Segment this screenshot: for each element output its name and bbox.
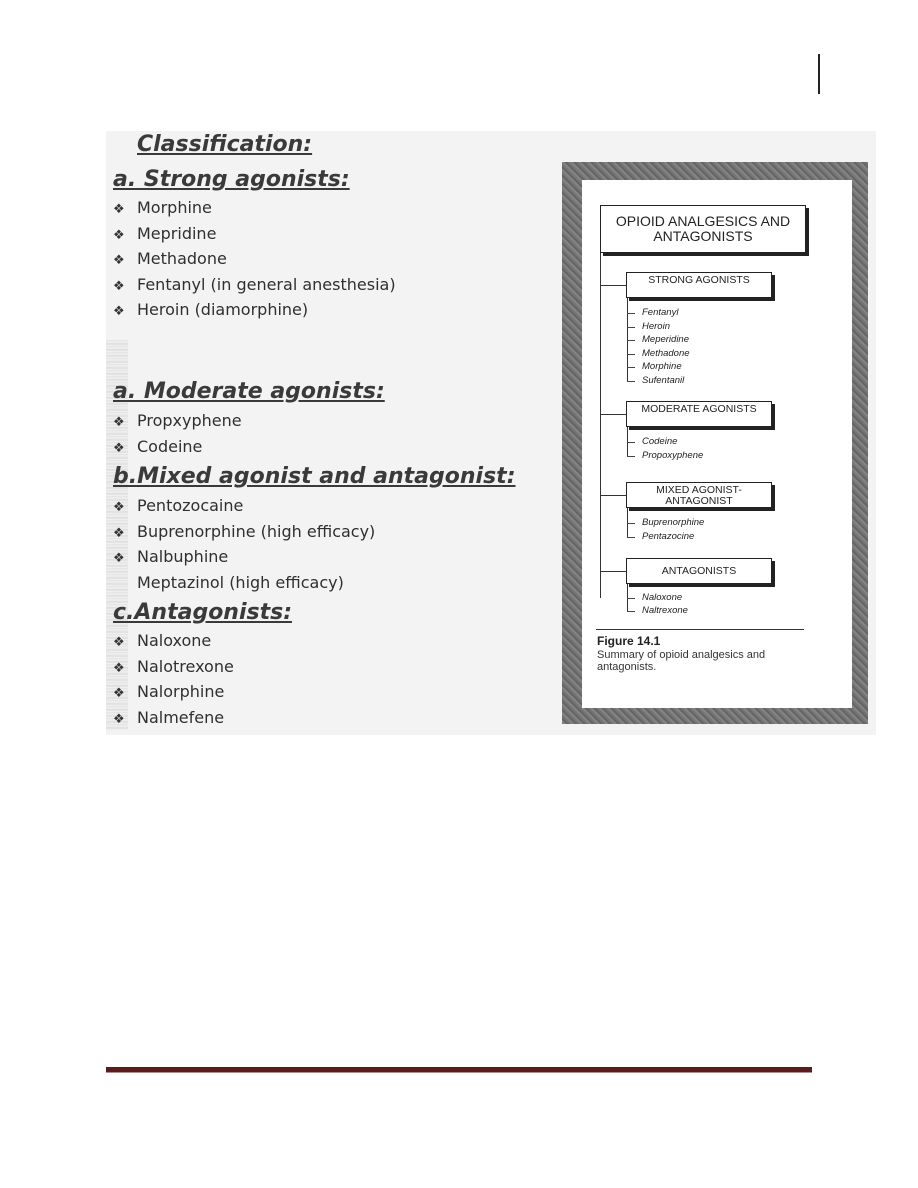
section-heading-moderate: a. Moderate agonists: xyxy=(113,379,385,404)
bullet-icon: ❖ xyxy=(113,440,125,456)
list-item: ❖ Pentozocaine xyxy=(113,493,375,519)
list-item: ❖ Mepridine xyxy=(113,221,396,247)
figure-caption: Summary of opioid analgesics and antagonists. xyxy=(597,649,766,673)
tick-line xyxy=(627,340,635,341)
list-item: ❖ Buprenorphine (high efficacy) xyxy=(113,519,375,545)
tick-line xyxy=(627,354,635,355)
tick-line xyxy=(627,523,635,524)
figure-drug: Heroin xyxy=(642,321,670,332)
bullet-icon: ❖ xyxy=(113,227,125,243)
list-item: ❖ Nalbuphine xyxy=(113,544,375,570)
branch-line xyxy=(600,571,626,572)
bullet-icon: ❖ xyxy=(113,304,125,319)
figure-drug: Naloxone xyxy=(642,592,683,603)
bullet-icon: ❖ xyxy=(113,500,125,515)
bullet-icon: ❖ xyxy=(113,660,125,676)
list-item: ❖ Codeine xyxy=(113,434,242,460)
figure-label: Figure 14.1 xyxy=(597,634,661,648)
figure-drug: Sufentanil xyxy=(642,375,685,386)
list-item: ❖ Methadone xyxy=(113,246,396,272)
header-divider xyxy=(818,54,820,94)
figure-drug: Buprenorphine xyxy=(642,517,705,528)
figure-caption-divider xyxy=(596,629,804,630)
bullet-icon: ❖ xyxy=(113,525,125,541)
bullet-icon: ❖ xyxy=(113,551,125,566)
figure-drug: Fentanyl xyxy=(642,307,679,318)
classification-title: Classification: xyxy=(137,132,313,157)
figure-category-mixed: MIXED AGONIST-ANTAGONIST xyxy=(626,482,772,508)
bullet-icon: ❖ xyxy=(113,686,125,701)
branch-line xyxy=(600,495,626,496)
tick-line xyxy=(627,442,635,443)
tick-line xyxy=(627,537,635,538)
list-item: ❖ Heroin (diamorphine) xyxy=(113,297,396,323)
list-item: ❖ Nalorphine xyxy=(113,679,234,705)
tick-line xyxy=(627,611,635,612)
tick-line xyxy=(627,598,635,599)
figure-drug: Naltrexone xyxy=(642,605,688,616)
tick-line xyxy=(627,313,635,314)
bullet-icon: ❖ xyxy=(113,415,125,430)
list-item: ❖ Morphine xyxy=(113,195,396,221)
section-heading-strong: a. Strong agonists: xyxy=(113,167,350,192)
figure-category-antagonists: ANTAGONISTS xyxy=(626,558,772,584)
tick-line xyxy=(627,456,635,457)
bullet-icon: ❖ xyxy=(113,253,125,268)
bullet-icon: ❖ xyxy=(113,278,125,294)
tick-line xyxy=(627,327,635,328)
figure-drug: Meperidine xyxy=(642,334,689,345)
list-item: Meptazinol (high efficacy) xyxy=(137,572,344,592)
section-heading-antagonists: c.Antagonists: xyxy=(113,600,293,625)
figure-drug: Methadone xyxy=(642,348,690,359)
bullet-icon: ❖ xyxy=(113,711,125,727)
bullet-icon: ❖ xyxy=(113,635,125,650)
antagonists-list xyxy=(113,628,234,730)
tick-line xyxy=(627,381,635,382)
list-item: ❖ Fentanyl (in general anesthesia) xyxy=(113,272,396,298)
moderate-agonists-list xyxy=(113,408,242,459)
figure-drug: Codeine xyxy=(642,436,678,447)
tree-trunk-line xyxy=(600,253,601,598)
list-item: ❖ Propxyphene xyxy=(113,408,242,434)
figure-category-moderate: MODERATE AGONISTS xyxy=(626,401,772,427)
branch-line xyxy=(600,414,626,415)
figure-drug: Pentazocine xyxy=(642,531,695,542)
branch-line xyxy=(600,285,626,286)
list-item: ❖ Nalmefene xyxy=(113,705,234,731)
figure-drug: Propoxyphene xyxy=(642,450,704,461)
bullet-icon: ❖ xyxy=(113,202,125,217)
figure-category-strong: STRONG AGONISTS xyxy=(626,272,772,298)
section-heading-mixed: b.Mixed agonist and antagonist: xyxy=(113,464,516,489)
footer-divider xyxy=(106,1067,812,1073)
figure-drug: Morphine xyxy=(642,361,682,372)
figure-main-title: OPIOID ANALGESICS AND ANTAGONISTS xyxy=(600,205,806,253)
list-item: ❖ Naloxone xyxy=(113,628,234,654)
mixed-agonist-antagonist-list xyxy=(113,493,375,595)
list-item: ❖ Nalotrexone xyxy=(113,654,234,680)
tick-line xyxy=(627,367,635,368)
strong-agonists-list xyxy=(113,195,396,323)
